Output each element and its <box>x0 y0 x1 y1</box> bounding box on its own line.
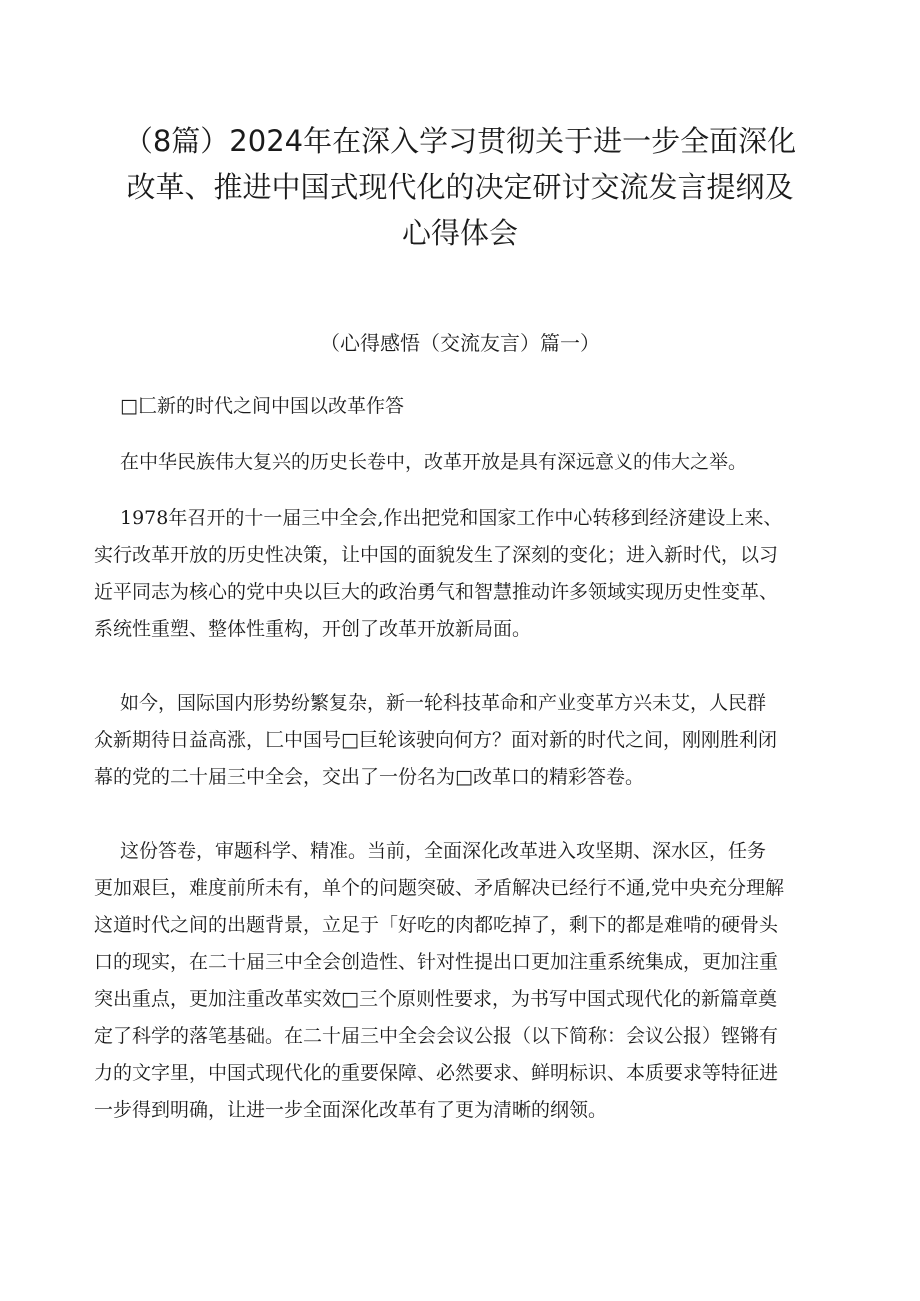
paragraph-line: 这份答卷，审题科学、精准。当前，全面深化改革进入攻坚期、深水区，任务 <box>120 840 767 862</box>
paragraph-line: 更加艰巨，难度前所未有，单个的问题突破、矛盾解决已经行不通,党中央充分理解 <box>94 877 785 899</box>
paragraph-line: 这道时代之间的出题背景，立足于「好吃的肉都吃掉了，剩下的都是难啃的硬骨头 <box>94 914 779 936</box>
paragraph-line: 众新期待日益高涨，匚中国号□巨轮该驶向何方？面对新的时代之间，刚刚胜利闭 <box>94 729 777 751</box>
title-line: 心得体会 <box>401 216 518 250</box>
paragraph-line: 在中华民族伟大复兴的历史长卷中，改革开放是具有深远意义的伟大之举。 <box>120 451 748 473</box>
paragraph-line: 力的文字里，中国式现代化的重要保障、必然要求、鲜明标识、本质要求等特征进 <box>94 1062 779 1084</box>
paragraph-1 <box>120 444 862 481</box>
title-line: 改革、推进中国式现代化的决定研讨交流发言提纲及 <box>126 170 794 204</box>
paragraph-4 <box>94 833 862 1129</box>
paragraph-line: 近平同志为核心的党中央以巨大的政治勇气和智慧推动许多领域实现历史性变革、 <box>94 581 779 603</box>
section-heading <box>120 388 862 425</box>
paragraph-line: 如今，国际国内形势纷繁复杂，新一轮科技革命和产业变革方兴未艾，人民群 <box>120 692 767 714</box>
paragraph-3 <box>94 685 862 796</box>
paragraph-line: 系统性重塑、整体性重构，开创了改革开放新局面。 <box>94 618 532 640</box>
paragraph-line: 定了科学的落笔基础。在二十届三中全会会议公报（以下简称：会议公报）铿锵有 <box>94 1025 779 1047</box>
paragraph-2 <box>94 500 862 648</box>
document-subtitle: （心得感悟（交流友言）篇一） <box>320 331 600 355</box>
paragraph-line: 突出重点，更加注重改革实效□三个原则性要求，为书写中国式现代化的新篇章奠 <box>94 988 777 1010</box>
title-line: （8篇）2024年在深入学习贯彻关于进一步全面深化 <box>123 124 797 158</box>
document-title <box>60 118 860 256</box>
paragraph-line: 一步得到明确，让进一步全面深化改革有了更为清晰的纲领。 <box>94 1099 608 1121</box>
paragraph-line: 口的现实，在二十届三中全会创造性、针对性提出口更加注重系统集成，更加注重 <box>94 951 779 973</box>
paragraph-line: 1978年召开的十一届三中全会,作出把党和国家工作中心转移到经济建设上来、 <box>120 507 783 529</box>
section-heading-text: □匚新的时代之间中国以改革作答 <box>120 395 404 417</box>
paragraph-line: 实行改革开放的历史性决策，让中国的面貌发生了深刻的变化；进入新时代，以习 <box>94 544 779 566</box>
paragraph-line: 幕的党的二十届三中全会，交出了一份名为□改革口的精彩答卷。 <box>94 766 644 788</box>
